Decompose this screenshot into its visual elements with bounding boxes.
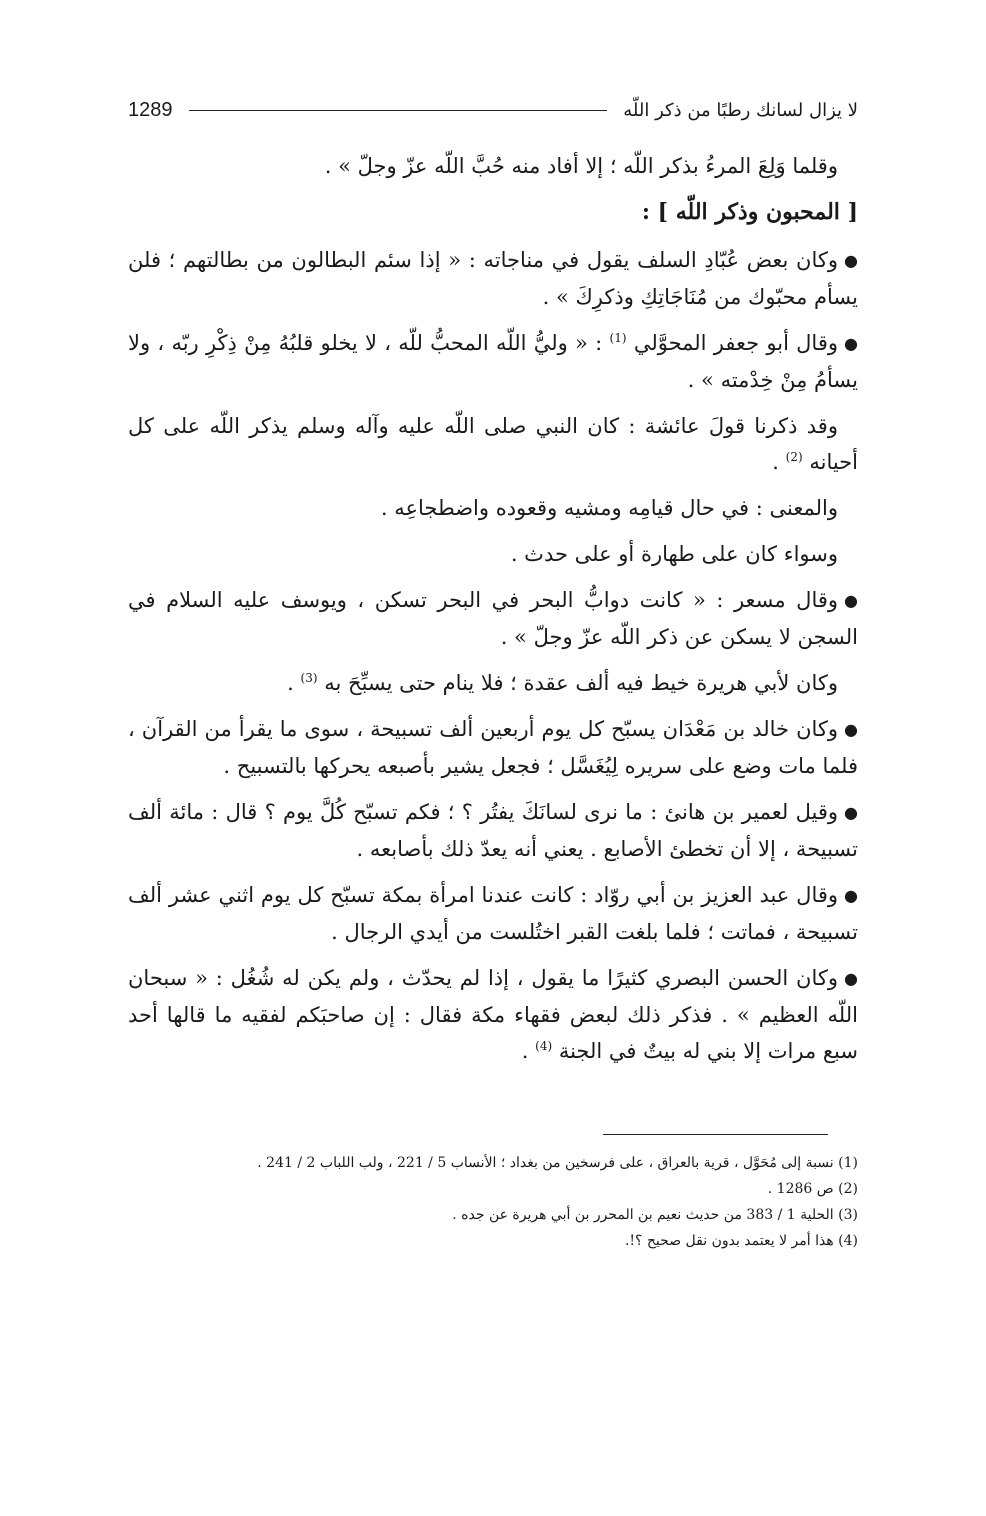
paragraph-text: وكان لأبي هريرة خيط فيه ألف عقدة ؛ فلا ينام حتى يسبِّحَ به [324, 671, 838, 695]
paragraph-text: وقد ذكرنا قولَ عائشة : كان النبي صلى اللّه عليه وآله وسلم يذكر اللّه على كل أحيانه [128, 414, 858, 474]
paragraph-text: . [521, 1039, 529, 1063]
paragraph-text: وقال عبد العزيز بن أبي روّاد : كانت عندنا امرأة بمكة تسبّح كل يوم اثني عشر ألف تسبيحة ، فماتت ؛ فلما بلغت القبر اختُلست من أيدي الرجال . [128, 883, 858, 944]
footnote-ref[interactable]: (3) [300, 671, 318, 685]
paragraph [128, 665, 858, 701]
running-title: لا يزال لسانك رطبًا من ذكر اللّه [623, 99, 858, 121]
footnote: (3) الحلية 1 / 383 من حديث نعيم بن المحرر بن أبي هريرة عن جده . [452, 1207, 858, 1223]
heading-bracket-close: ] : [641, 199, 669, 225]
paragraph [128, 877, 858, 950]
paragraph-text: وكان خالد بن مَعْدَان يسبّح كل يوم أربعين ألف تسبيحة ، سوى ما يقرأ من القرآن ، فلما مات وضع على سريره لِيُغَسَّل ؛ فجعل يشير بأصبعه يحركها بالتسبيح . [128, 717, 858, 778]
running-head [128, 94, 858, 126]
bullet-icon: ● [844, 969, 858, 988]
paragraph [128, 582, 858, 655]
paragraph: والمعنى : في حال قيامِه ومشيه وقعوده واضطجاعِه . [380, 496, 838, 520]
bullet-icon: ● [844, 720, 858, 739]
paragraph-text: : « وليُّ اللّه المحبُّ للّه ، لا يخلو قلبُهُ مِنْ ذِكْرِ ربّه ، ولا يسأمُ مِنْ خِدْمته » . [128, 331, 858, 392]
section-heading [128, 194, 858, 230]
footnotes [128, 1150, 858, 1254]
heading-text: المحبون وذكر اللّه [675, 199, 840, 225]
footnote-separator [603, 1134, 828, 1135]
paragraph [128, 408, 858, 480]
bullet-icon: ● [844, 334, 858, 353]
footnote: (2) ص 1286 . [767, 1181, 858, 1197]
paragraph-text: وكان الحسن البصري كثيرًا ما يقول ، إذا لم يحدّث ، ولم يكن له شُغُل : « سبحان اللّه العظيم » . فذكر ذلك لبعض فقهاء مكة فقال : إن صاحبَكم لفقيه ما قالها أحد سبع مرات إلا بني له بيتٌ في الجنة [128, 966, 858, 1063]
footnote: (4) هذا أمر لا يعتمد بدون نقل صحيح ؟!. [624, 1233, 858, 1249]
main-text [128, 148, 858, 1079]
bullet-icon: ● [844, 251, 858, 270]
bullet-icon: ● [844, 886, 858, 905]
paragraph [128, 960, 858, 1069]
paragraph-text: وقيل لعمير بن هانئ : ما نرى لسانَكَ يفتُر ؟ ؛ فكم تسبّح كُلَّ يوم ؟ قال : مائة ألف تسبيحة ، إلا أن تخطئ الأصابع . يعني أنه يعدّ ذلك بأصابعه . [128, 800, 858, 861]
footnote: (1) نسبة إلى مُحَوَّل ، قرية بالعراق ، على فرسخين من بغداد ؛ الأنساب 5 / 221 ، ولب اللباب 2 / 241 . [257, 1155, 858, 1171]
header-rule [189, 110, 608, 111]
paragraph-text: وقال أبو جعفر المحوَّلي [633, 331, 839, 355]
paragraph-text: وكان بعض عُبّادِ السلف يقول في مناجاته : « إذا سئم البطالون من بطالتهم ؛ فلن يسأم محبّوك من مُنَاجَاتِكِ وذكرِكَ » . [128, 248, 858, 309]
footnote-ref[interactable]: (1) [609, 331, 627, 345]
paragraph-text: . [772, 450, 779, 474]
paragraph [128, 794, 858, 867]
paragraph-text: . [287, 671, 294, 695]
paragraph [128, 711, 858, 784]
paragraph [128, 242, 858, 315]
footnote-ref[interactable]: (2) [785, 450, 803, 464]
page-number: 1289 [128, 98, 173, 121]
paragraph-text: وقال مسعر : « كانت دوابُّ البحر في البحر تسكن ، ويوسف عليه السلام في السجن لا يسكن عن ذكر اللّه عزّ وجلّ » . [128, 588, 858, 649]
bullet-icon: ● [844, 591, 858, 610]
bullet-icon: ● [844, 803, 858, 822]
paragraph [128, 325, 858, 398]
paragraph: وقلما وَلِعَ المرءُ بذكر اللّه ؛ إلا أفاد منه حُبَّ اللّه عزّ وجلّ » . [324, 154, 838, 178]
heading-bracket-open: [ [847, 199, 858, 225]
footnote-ref[interactable]: (4) [535, 1039, 553, 1053]
paragraph: وسواء كان على طهارة أو على حدث . [510, 542, 838, 566]
